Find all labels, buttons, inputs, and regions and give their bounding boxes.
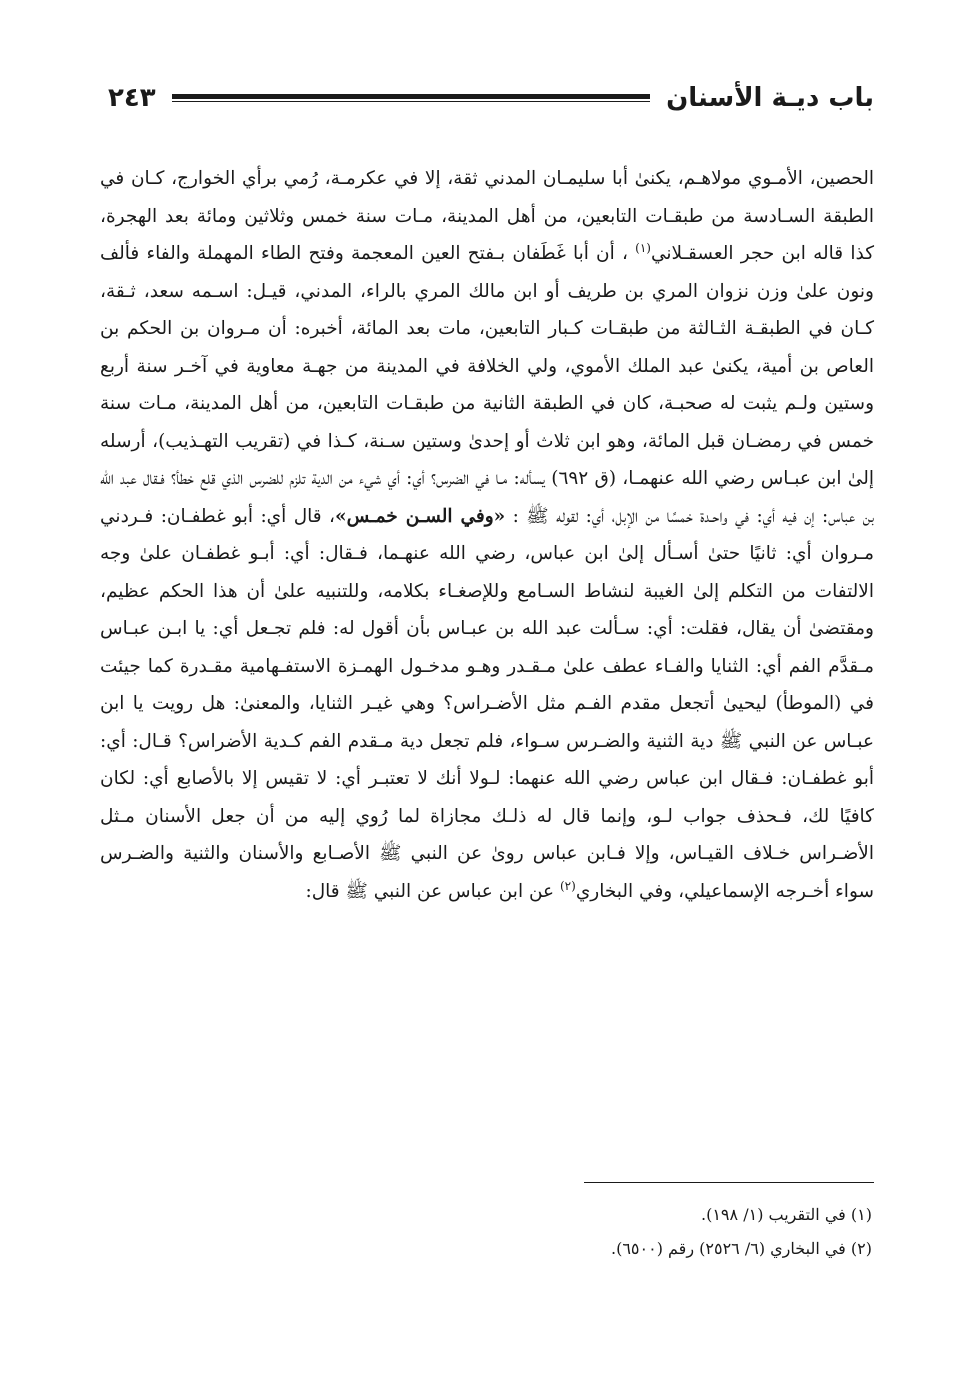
footnote-separator <box>584 1182 874 1183</box>
footnote-ref-1[interactable]: (١) <box>635 240 651 255</box>
text-run: الحصين، الأمـوي مولاهـم، يكنىٰ أبا سليمـان المدني ثقة، إلا في عكرمـة، رُمي برأي الخوارج، كـان في الطبقة السـادسة من طبقـات التابعين، من أهل المدينة، مـات سنة خمس وثلاثين ومائة بعد الهجرة، كذا قاله ابن حجر العسقـلاني <box>100 168 874 264</box>
footnotes <box>100 1198 872 1266</box>
page-number: ٢٤٣ <box>108 83 156 113</box>
hadith-quote: «وفي السـن خمـس» <box>335 505 506 527</box>
main-text <box>100 160 874 910</box>
text-run: ، قال أي: أبو غطفـان: فـردني مـروان أي: ثانيًا حتىٰ أسـأل إلىٰ ابن عباس، رضي الله عنهـما، فـقال: أي: أبـو غطفـان علىٰ وجه الالتفات من التكلم إلىٰ الغيبة لنشاط السـامع وللإصغـاء بكلامه، وللتنبيه علىٰ أن هذا الحكم عظيم، ومقتضىٰ أن يقال، فقلت: أي: سـألت عبد الله بن عبـاس بأن أقول له: فلم تجـعل أي: يا ابـن عبـاس مـقدَّم الفم أي: الثنايا والفـاء عطف علىٰ مـقـدر وهـو مدخـول الهمـزة الاستفـهامية مقـدرة كما جيئت في (الموطأ) ليحيىٰ أتجعل مقدم الفـم مثل الأضـراس؟ وهي غيـر الثنايا، والمعنىٰ: هل رويت يا ابن عبـاس عن النبي ﷺ دية الثنية والضـرس سـواء، فلم تجعل دية مـقدم الفم كـدية الأضراس؟ قـال: أي: أبو غطفـان: فـقال ابن عباس رضي الله عنهما: لـولا أنك لا تعتبـر أي: لا تقيس إلا بالأصابع أي: لكان كافيًا لك، فـحذف جواب لـو، وإنما قال له ذلـك مجازاة لما رُوي إليه من أن جعل الأسنان مـثل الأضـراس خـلاف القيـاس، وإلا فـابن عباس روىٰ عن النبي ﷺ الأصـابع والأسنان والثنية والضـرس سواء أخـرجه الإسماعيلي، وفي البخاري <box>100 505 874 902</box>
chapter-title: باب ديـة الأسنان <box>666 83 874 113</box>
footnote-1: (١) في التقريب (١/ ١٩٨). <box>701 1205 872 1224</box>
text-run: عن ابن عباس عن النبي ﷺ قال: <box>305 880 555 902</box>
header-rule <box>172 94 650 102</box>
footnote-2: (٢) في البخاري (٦/ ٢٥٢٦) رقم (٦٥٠٠). <box>610 1239 872 1258</box>
text-run: ، أن أبا غَطَفان بـفتح العين المعجمة وفتح الطاء المهملة والفاء فألف ونون علىٰ وزن نزوان المري بن طريف أو ابن مالك المري بالراء، المدني، قيـل: اسـمه سعد، ثـقة، كـان في الطبقـة الثـالثة من طبقـات كـبار التابعين، مات بعد المائة، أخبره: أن مـروان بن الحكم بن العاص بن أمية، يكنىٰ عبد الملك الأموي، ولي الخلافة في المدينة من جهـة معاوية في آخـر سنة أربع وستين ولـم يثبت له صحبـة، كان في الطبقة الثانية من طبقـات التابعين، من أهل المدينة، مـات سنة خمس في رمضـان قبل المائة، وهو ابن ثلاث أو إحدىٰ وستين سـنة، كـذا في (تقريب التهـذيب)، أرسله إلىٰ ابن عبـاس رضي الله عنهمـا، (ق ٦٩٢) يسأله: مـا في الضرس؟ أي: أي شيء من الدية تلزم للضرس الذي قلع خطأ؟ فـقال عبد الله بن عباس: إن فيه أي: في واحـدة خمسًا من الإبل، أي: لقوله ﷺ : <box>100 243 875 527</box>
footnote-ref-2[interactable]: (٢) <box>559 878 576 893</box>
page-header <box>108 78 874 118</box>
paragraph <box>100 160 874 910</box>
